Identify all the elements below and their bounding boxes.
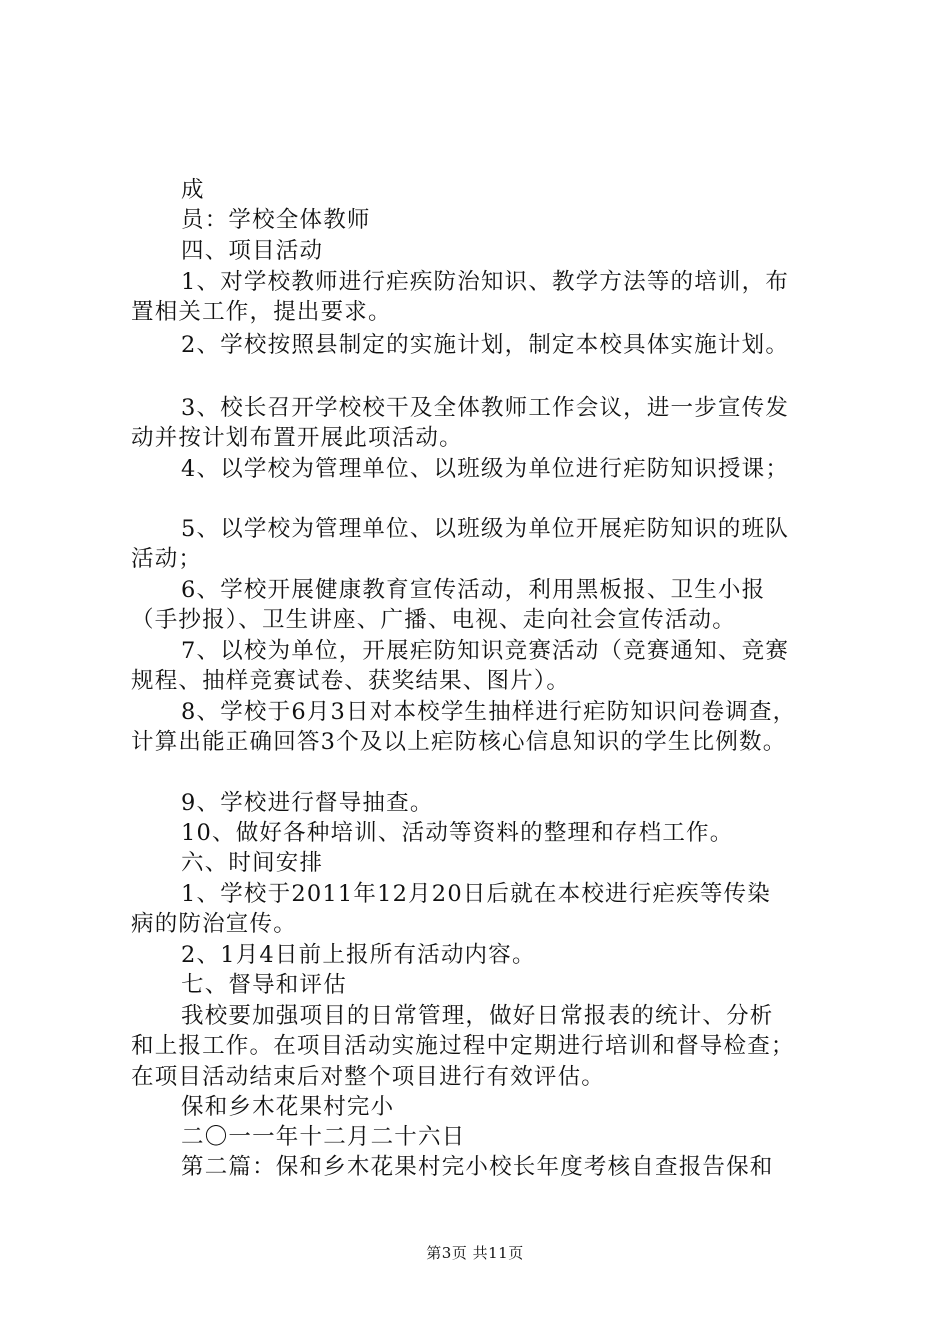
text-line: 病的防治宣传。 <box>131 911 297 937</box>
text-line: 6、学校开展健康教育宣传活动，利用黑板报、卫生小报 <box>181 577 766 603</box>
text-line: 2、1月4日前上报所有活动内容。 <box>181 942 536 968</box>
text-line: 1、对学校教师进行疟疾防治知识、教学方法等的培训，布 <box>181 269 790 295</box>
text-line: 5、以学校为管理单位、以班级为单位开展疟防知识的班队 <box>181 516 790 542</box>
text-line: 活动； <box>131 546 203 572</box>
text-line: 规程、抽样竞赛试卷、获奖结果、图片）。 <box>131 668 571 694</box>
section-heading: 七、督导和评估 <box>181 972 347 998</box>
text-line: 4、以学校为管理单位、以班级为单位进行疟防知识授课； <box>181 456 790 482</box>
text-line: 置相关工作，提出要求。 <box>131 299 392 325</box>
text-line: 动并按计划布置开展此项活动。 <box>131 425 463 451</box>
text-line: 在项目活动结束后对整个项目进行有效评估。 <box>131 1064 606 1090</box>
page-number: 第3页 共11页 <box>426 1244 524 1262</box>
text-line: 1、学校于2011年12月20日后就在本校进行疟疾等传染 <box>181 881 771 907</box>
text-line: （手抄报）、卫生讲座、广播、电视、走向社会宣传活动。 <box>131 607 736 633</box>
signature-line: 保和乡木花果村完小 <box>181 1094 395 1120</box>
text-line: 3、校长召开学校校干及全体教师工作会议，进一步宣传发 <box>181 395 790 421</box>
text-line: 和上报工作。在项目活动实施过程中定期进行培训和督导检查； <box>131 1033 795 1059</box>
text-line: 员：学校全体教师 <box>181 207 371 233</box>
section-heading: 四、项目活动 <box>181 238 324 264</box>
text-line: 2、学校按照县制定的实施计划，制定本校具体实施计划。 <box>181 332 790 358</box>
text-line: 第二篇：保和乡木花果村完小校长年度考核自查报告保和 <box>181 1154 774 1180</box>
section-heading: 六、时间安排 <box>181 850 324 876</box>
text-line: 8、学校于6月3日对本校学生抽样进行疟防知识问卷调查， <box>181 699 797 725</box>
date-line: 二〇一一年十二月二十六日 <box>181 1124 466 1150</box>
text-line: 9、学校进行督导抽查。 <box>181 790 434 816</box>
text-line: 计算出能正确回答3个及以上疟防核心信息知识的学生比例数。 <box>131 729 787 755</box>
text-line: 7、以校为单位，开展疟防知识竞赛活动（竞赛通知、竞赛 <box>181 638 790 664</box>
text-line: 我校要加强项目的日常管理，做好日常报表的统计、分析 <box>181 1003 774 1029</box>
text-line: 10、做好各种培训、活动等资料的整理和存档工作。 <box>181 820 734 846</box>
text-line: 成 <box>181 177 205 203</box>
